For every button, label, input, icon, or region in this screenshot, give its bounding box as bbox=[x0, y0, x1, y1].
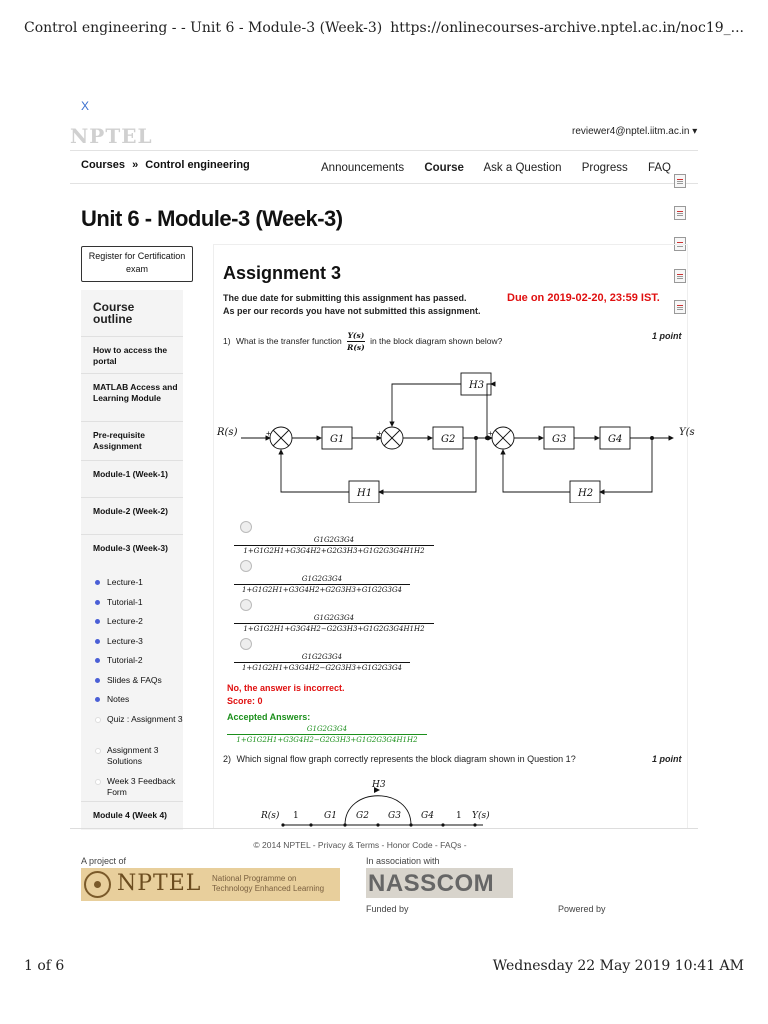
option-b-fraction bbox=[234, 575, 410, 594]
option-b-denominator: 1+G1G2H1+G3G4H2+G2G3H3+G1G2G3G4 bbox=[234, 584, 410, 594]
print-header bbox=[24, 20, 744, 40]
sfg-output-label: Y(s) bbox=[472, 811, 490, 821]
print-title: Control engineering - - Unit 6 - Module-3 (Week-3) bbox=[24, 20, 383, 36]
sign-plus: + bbox=[266, 429, 271, 438]
diagram-input-label: R(s) bbox=[217, 427, 238, 438]
sfg-h3-label: H3 bbox=[372, 780, 386, 790]
accepted-answers-label: Accepted Answers: bbox=[227, 712, 311, 722]
sfg-h3-branch bbox=[345, 796, 411, 825]
breadcrumb-separator: » bbox=[132, 159, 139, 171]
print-datetime: Wednesday 22 May 2019 10:41 AM bbox=[492, 958, 744, 974]
option-a-numerator: G1G2G3G4 bbox=[313, 536, 355, 544]
sub-item-label: Quiz : Assignment 3 bbox=[107, 714, 183, 724]
due-passed-text: The due date for submitting this assignment has passed. bbox=[223, 293, 467, 303]
pending-dot-icon bbox=[95, 717, 101, 723]
block-h2-label: H2 bbox=[578, 488, 594, 499]
sub-item-label: Tutorial-1 bbox=[107, 597, 143, 607]
option-c-radio[interactable] bbox=[240, 599, 252, 611]
completed-dot-icon bbox=[95, 678, 100, 683]
divider bbox=[81, 460, 183, 461]
print-footer bbox=[24, 958, 744, 978]
fraction-denominator: R(s) bbox=[347, 343, 365, 352]
sfg-gain-label: 1 bbox=[293, 811, 299, 821]
accepted-numerator: G1G2G3G4 bbox=[306, 725, 348, 733]
option-a-fraction bbox=[234, 536, 434, 555]
divider bbox=[81, 373, 183, 374]
sign-plus: + bbox=[377, 429, 382, 438]
sub-item-label: Slides & FAQs bbox=[107, 675, 162, 685]
pending-dot-icon bbox=[95, 748, 101, 754]
question-1-points: 1 point bbox=[652, 331, 682, 341]
sub-item-label: Week 3 Feedback Form bbox=[107, 776, 176, 797]
association-label: In association with bbox=[366, 856, 440, 866]
sfg-node bbox=[409, 823, 412, 826]
completed-dot-icon bbox=[95, 619, 100, 624]
not-submitted-text: As per our records you have not submitted this assignment. bbox=[223, 306, 481, 316]
nav-progress[interactable]: Progress bbox=[581, 162, 628, 174]
due-note bbox=[223, 292, 481, 318]
takeoff-point bbox=[474, 436, 478, 440]
accepted-denominator: 1+G1G2H1+G3G4H2−G2G3H3+G1G2G3G4H1H2 bbox=[227, 734, 427, 744]
completed-dot-icon bbox=[95, 697, 100, 702]
option-d-denominator: 1+G1G2H1+G3G4H2−G2G3H3+G1G2G3G4 bbox=[234, 662, 410, 672]
h1-feedback-line bbox=[281, 450, 349, 492]
option-d-fraction bbox=[234, 653, 410, 672]
sidebar-item-prerequisite[interactable]: Pre-requisite Assignment bbox=[93, 430, 145, 451]
h2-feedback-line bbox=[503, 450, 570, 492]
sfg-node bbox=[309, 823, 312, 826]
close-link[interactable]: X bbox=[81, 99, 90, 113]
nptel-logo[interactable]: NPTEL bbox=[70, 124, 153, 148]
takeoff-point bbox=[650, 436, 654, 440]
footer-divider bbox=[70, 828, 698, 829]
signal-flow-graph bbox=[213, 776, 513, 828]
diagram-output-label: Y(s bbox=[679, 427, 695, 438]
option-d-radio[interactable] bbox=[240, 638, 252, 650]
page-title: Unit 6 - Module-3 (Week-3) bbox=[81, 206, 343, 231]
completed-dot-icon bbox=[95, 580, 100, 585]
sub-item-label: Notes bbox=[107, 694, 130, 704]
option-c-fraction bbox=[234, 614, 434, 633]
question-2-text bbox=[223, 754, 576, 764]
breadcrumb-course[interactable]: Control engineering bbox=[145, 159, 250, 171]
sub-item-label: Lecture-2 bbox=[107, 616, 143, 626]
block-h3-label: H3 bbox=[469, 380, 485, 391]
option-b-radio[interactable] bbox=[240, 560, 252, 572]
sfg-node bbox=[343, 823, 346, 826]
question-number: 2) bbox=[223, 754, 232, 764]
register-certification-button[interactable]: Register for Certification exam bbox=[81, 246, 193, 282]
option-a-denominator: 1+G1G2H1+G3G4H2+G2G3H3+G1G2G3G4H1H2 bbox=[234, 545, 434, 555]
course-outline-heading: Course outline bbox=[93, 300, 135, 326]
nav-divider bbox=[70, 183, 698, 184]
nptel-banner-logo[interactable] bbox=[81, 868, 340, 901]
question-1-text bbox=[223, 331, 502, 352]
powered-by-label: Powered by bbox=[558, 904, 606, 914]
pdf-icon[interactable] bbox=[674, 206, 686, 220]
nasscom-logo[interactable] bbox=[366, 868, 513, 898]
pdf-icon[interactable] bbox=[674, 174, 686, 188]
accepted-answer-fraction bbox=[227, 725, 427, 744]
breadcrumb-courses[interactable]: Courses bbox=[81, 159, 126, 171]
block-h1-label: H1 bbox=[357, 488, 373, 499]
question-text-before: What is the transfer function bbox=[235, 335, 342, 346]
divider bbox=[81, 534, 183, 535]
block-g3-label: G3 bbox=[552, 434, 567, 445]
block-diagram bbox=[213, 368, 703, 503]
sidebar-item-matlab[interactable]: MATLAB Access and Learning Module bbox=[93, 382, 178, 403]
sfg-node bbox=[281, 823, 284, 826]
option-c-numerator: G1G2G3G4 bbox=[313, 614, 355, 622]
question-2-points: 1 point bbox=[652, 754, 682, 764]
nav-announcements[interactable]: Announcements bbox=[321, 162, 405, 174]
completed-dot-icon bbox=[95, 600, 100, 605]
sfg-gain-label: G4 bbox=[421, 811, 434, 821]
transfer-function-fraction bbox=[347, 331, 365, 352]
nav-ask-question[interactable]: Ask a Question bbox=[483, 162, 562, 174]
funded-by-label: Funded by bbox=[366, 904, 409, 914]
sub-item-label: Lecture-1 bbox=[107, 577, 143, 587]
print-page-number: 1 of 6 bbox=[24, 958, 65, 974]
sfg-gain-label: G2 bbox=[356, 811, 369, 821]
fraction-numerator: Y(s) bbox=[347, 331, 365, 340]
sign-plus: + bbox=[488, 429, 493, 438]
answer-feedback bbox=[227, 682, 345, 708]
nav-faq[interactable]: FAQ bbox=[647, 162, 671, 174]
question-text-after: in the block diagram shown below? bbox=[370, 335, 503, 346]
option-b-numerator: G1G2G3G4 bbox=[301, 575, 343, 583]
print-url: https://onlinecourses-archive.nptel.ac.in/noc19_... bbox=[390, 20, 744, 36]
sub-item-label: Assignment 3 Solutions bbox=[107, 745, 159, 766]
sidebar-item-access-portal[interactable]: How to access the portal bbox=[93, 345, 168, 366]
block-g2-label: G2 bbox=[441, 434, 456, 445]
sfg-node bbox=[473, 823, 476, 826]
sfg-gain-label: 1 bbox=[456, 811, 462, 821]
copyright-links[interactable]: © 2014 NPTEL - Privacy & Terms - Honor Code - FAQs - bbox=[253, 840, 467, 850]
pending-dot-icon bbox=[95, 779, 101, 785]
course-nav bbox=[321, 162, 688, 174]
project-of-label: A project of bbox=[81, 856, 127, 866]
completed-dot-icon bbox=[95, 639, 100, 644]
sfg-input-label: R(s) bbox=[261, 811, 280, 821]
nptel-banner-word: NPTEL bbox=[117, 871, 202, 896]
nav-course[interactable]: Course bbox=[424, 162, 464, 174]
nptel-seal-icon bbox=[84, 871, 111, 898]
h3-feedback-line bbox=[392, 384, 461, 426]
question-number: 1) bbox=[223, 335, 231, 346]
nasscom-word: NASSCOM bbox=[368, 870, 495, 897]
sub-item-label: Lecture-3 bbox=[107, 636, 143, 646]
sfg-node bbox=[376, 823, 379, 826]
h2-path-line bbox=[600, 438, 652, 492]
header-divider bbox=[70, 150, 698, 151]
sfg-gain-label: G1 bbox=[324, 811, 337, 821]
sidebar-item-module-1[interactable]: Module-1 (Week-1) bbox=[93, 469, 168, 479]
h1-path-line bbox=[379, 438, 476, 492]
incorrect-message: No, the answer is incorrect. bbox=[227, 683, 345, 693]
option-d-numerator: G1G2G3G4 bbox=[301, 653, 343, 661]
sfg-gain-label: G3 bbox=[388, 811, 401, 821]
sfg-node bbox=[441, 823, 444, 826]
course-outline-sidebar bbox=[81, 290, 183, 830]
divider bbox=[81, 421, 183, 422]
nptel-banner-tagline: National Programme on Technology Enhanced Learning bbox=[212, 874, 325, 893]
sidebar-item-module-4[interactable]: Module 4 (Week 4) bbox=[93, 810, 167, 820]
completed-dot-icon bbox=[95, 658, 100, 663]
question-2-body: Which signal flow graph correctly represents the block diagram shown in Question 1? bbox=[236, 754, 576, 764]
score-text: Score: 0 bbox=[227, 696, 263, 706]
divider bbox=[81, 336, 183, 337]
block-g1-label: G1 bbox=[330, 434, 345, 445]
option-c-denominator: 1+G1G2H1+G3G4H2−G2G3H3+G1G2G3G4H1H2 bbox=[234, 623, 434, 633]
sidebar-item-module-2[interactable]: Module-2 (Week-2) bbox=[93, 506, 168, 516]
breadcrumb bbox=[81, 159, 250, 171]
divider bbox=[81, 801, 183, 802]
sidebar-item-module-3[interactable]: Module-3 (Week-3) bbox=[93, 543, 168, 553]
assignment-title: Assignment 3 bbox=[223, 263, 342, 283]
sub-item-label: Tutorial-2 bbox=[107, 655, 143, 665]
due-date: Due on 2019-02-20, 23:59 IST. bbox=[507, 292, 660, 304]
block-g4-label: G4 bbox=[608, 434, 623, 445]
user-menu[interactable]: reviewer4@nptel.iitm.ac.in ▾ bbox=[572, 126, 698, 137]
divider bbox=[81, 497, 183, 498]
option-a-radio[interactable] bbox=[240, 521, 252, 533]
